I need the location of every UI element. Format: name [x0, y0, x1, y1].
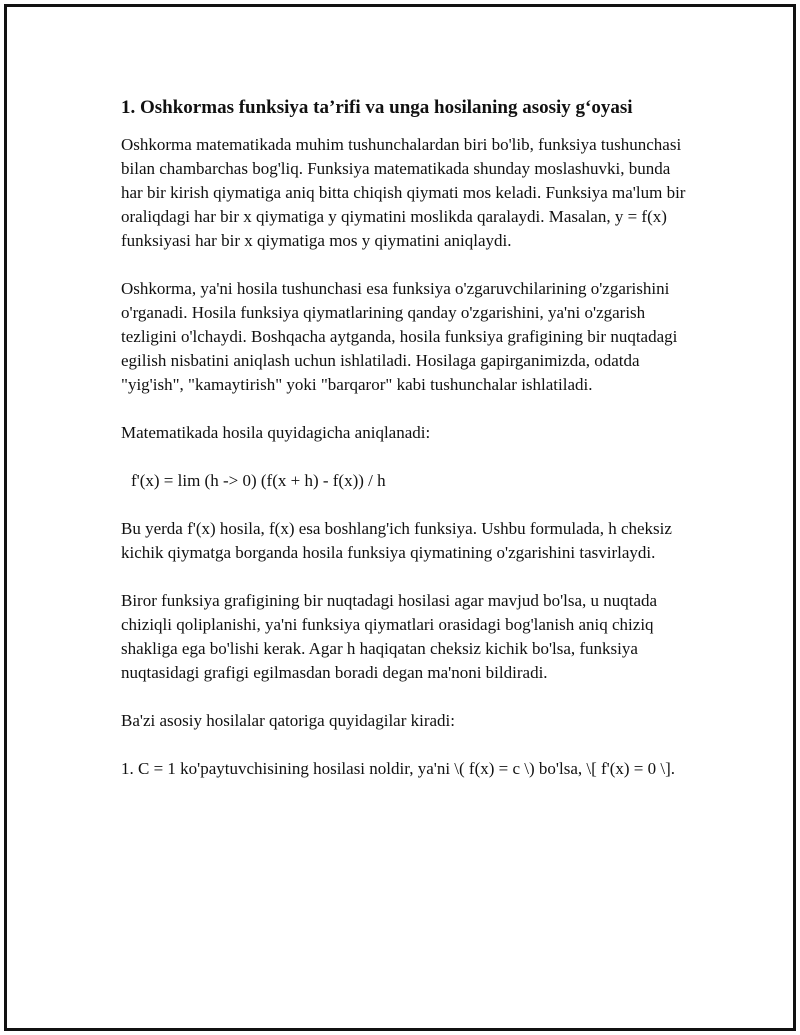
document-body	[121, 95, 693, 805]
page-frame	[4, 4, 796, 1031]
paragraph-definition-lead: Matematikada hosila quyidagicha aniqlanadi:	[121, 423, 431, 442]
paragraph-linear-approximation: Biror funksiya grafigining bir nuqtadagi hosilasi agar mavjud bo'lsa, u nuqtada chiziqli qoliplanishi, ya'ni funksiya qiymatlari orasidagi bog'lanish aniq chiziq shakliga ega bo'lishi kerak. Agar h haqiqatan cheksiz kichik bo'lsa, funksiya nuqtasidagi grafigi egilmasdan boradi degan ma'noni bildiradi.	[121, 591, 658, 682]
paragraph-derivative-concept: Oshkorma, ya'ni hosila tushunchasi esa funksiya o'zgaruvchilarining o'zgarishini o'rganadi. Hosila funksiya qiymatlarining qanday o'zgarishini, ya'ni o'zgarish tezligini o'lchaydi. Boshqacha aytganda, hosila funksiya grafigining bir nuqtadagi egilish nisbatini aniqlash uchun ishlatiladi. Hosilaga gapirganimizda, odatda "yig'ish", "kamaytirish" yoki "barqaror" kabi tushunchalar ishlatiladi.	[121, 279, 678, 394]
section-title: 1. Oshkormas funksiya ta’rifi va unga hosilaning asosiy g‘oyasi	[121, 97, 633, 118]
paragraph-intro: Oshkorma matematikada muhim tushunchalardan biri bo'lib, funksiya tushunchasi bilan chambarchas bog'liq. Funksiya matematikada shunday moslashuvki, bunda har bir kirish qiymatiga aniq bitta chiqish qiymati mos keladi. Funksiya ma'lum bir oraliqdagi har bir x qiymatiga y qiymatini moslikda qaralaydi. Masalan, y = f(x) funksiyasi har bir x qiymatiga mos y qiymatini aniqlaydi.	[121, 135, 686, 250]
paragraph-basic-derivatives-lead: Ba'zi asosiy hosilalar qatoriga quyidagilar kiradi:	[121, 711, 455, 730]
derivative-formula: f'(x) = lim (h -> 0) (f(x + h) - f(x)) / h	[131, 471, 386, 490]
list-item-constant-derivative: 1. C = 1 ko'paytuvchisining hosilasi noldir, ya'ni \( f(x) = c \) bo'lsa, \[ f'(x) = 0 \].	[121, 759, 676, 778]
paragraph-formula-explanation: Bu yerda f'(x) hosila, f(x) esa boshlang'ich funksiya. Ushbu formulada, h cheksiz kichik qiymatga borganda hosila funksiya qiymatining o'zgarishini tasvirlaydi.	[121, 519, 672, 562]
